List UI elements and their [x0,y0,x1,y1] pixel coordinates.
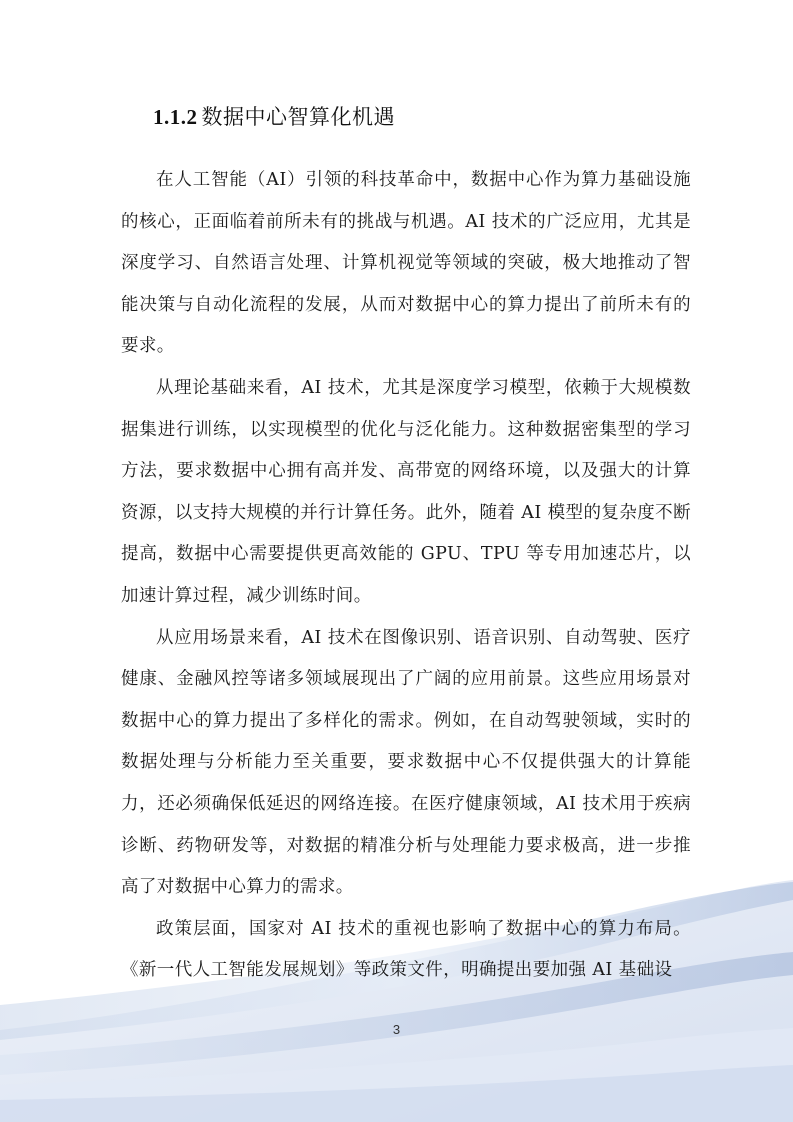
section-title: 数据中心智算化机遇 [201,105,395,129]
paragraph-applications: 从应用场景来看，AI 技术在图像识别、语音识别、自动驾驶、医疗健康、金融风控等诸多领域展现出了广阔的应用前景。这些应用场景对数据中心的算力提出了多样化的需求。例如，在自动驾驶领域，实时的数据处理与分析能力至关重要，要求数据中心不仅提供强大的计算能力，还必须确保低延迟的网络连接。在医疗健康领域，AI 技术用于疾病诊断、药物研发等，对数据的精准分析与处理能力要求极高，进一步推高了对数据中心算力的需求。 [121,627,691,898]
paragraph-intro: 在人工智能（AI）引领的科技革命中，数据中心作为算力基础设施的核心，正面临着前所未有的挑战与机遇。AI 技术的广泛应用，尤其是深度学习、自然语言处理、计算机视觉等领域的突破，极大地推动了智能决策与自动化流程的发展，从而对数据中心的算力提出了前所未有的要求。 [121,170,691,357]
section-number: 1.1.2 [153,105,198,129]
paragraph-policy: 政策层面，国家对 AI 技术的重视也影响了数据中心的算力布局。《新一代人工智能发展规划》等政策文件，明确提出要加强 AI 基础设 [121,918,691,981]
paragraph-theory: 从理论基础来看，AI 技术，尤其是深度学习模型，依赖于大规模数据集进行训练，以实现模型的优化与泛化能力。这种数据密集型的学习方法，要求数据中心拥有高并发、高带宽的网络环境，以及强大的计算资源，以支持大规模的并行计算任务。此外，随着 AI 模型的复杂度不断提高，数据中心需要提供更高效能的 GPU、TPU 等专用加速芯片，以加速计算过程，减少训练时间。 [121,377,691,606]
page-number: 3 [392,1022,401,1037]
main-content [121,100,691,992]
section-heading [153,100,691,134]
